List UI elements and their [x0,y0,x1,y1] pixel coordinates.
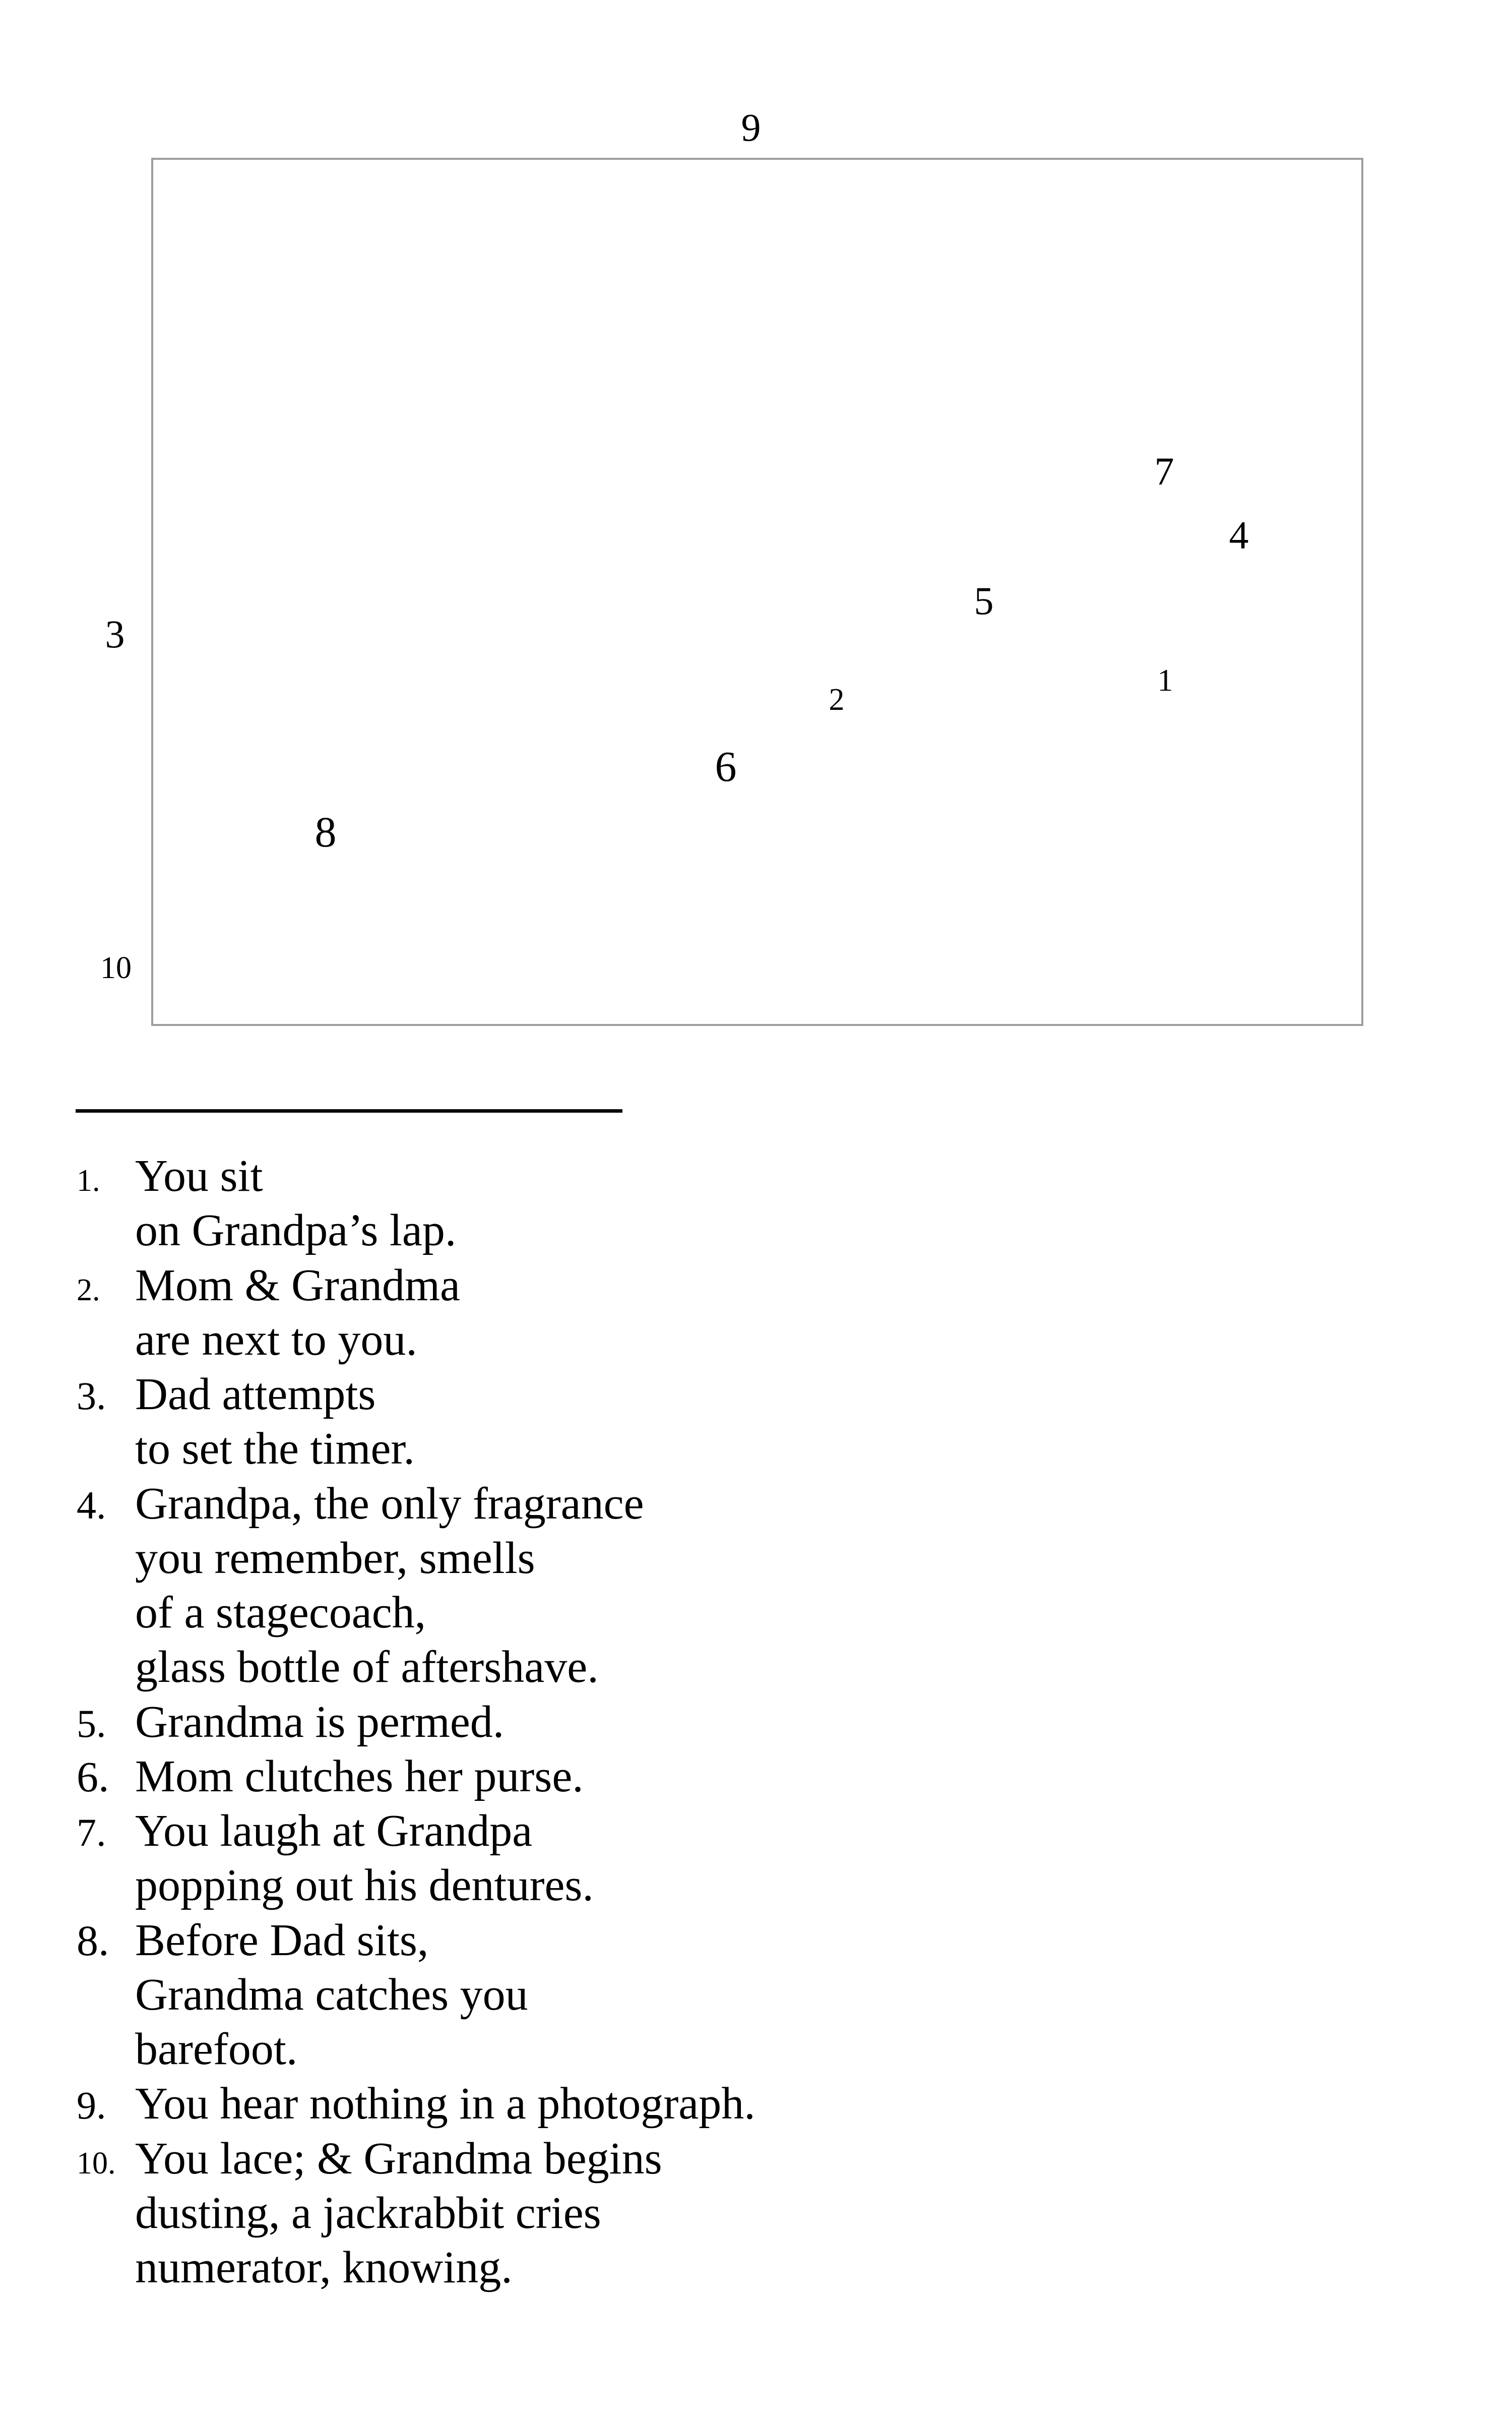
footnote-line [77,1533,535,1584]
footnote-line [77,2243,513,2293]
footnote-text: glass bottle of aftershave. [135,1642,599,1692]
footnote-line [77,1315,417,1365]
footnote-text: to set the timer. [135,1424,415,1474]
footnote-line [77,1369,375,1421]
photo-number-8: 8 [314,808,337,856]
footnote-line [77,1642,599,1692]
footnote-line [77,2079,755,2131]
photo-number-3: 3 [105,612,125,656]
footnote-line [77,2188,601,2238]
footnote-text: are next to you. [135,1315,417,1365]
footnote-text: barefoot. [135,2024,298,2074]
footnote-marker: 9. [77,2083,106,2127]
footnote-line [77,1970,528,2020]
footnote-text: Grandpa, the only fragrance [135,1479,644,1529]
footnote-line [77,2024,297,2075]
footnote-text: Dad attempts [135,1369,376,1419]
footnote-text: you remember, smells [135,1533,535,1583]
footnote-line [77,1424,415,1474]
footnote-text: You lace; & Grandma begins [135,2134,662,2184]
footnote-line [77,1479,644,1531]
photo-number-4: 4 [1229,513,1249,557]
footnote-line [77,1806,532,1858]
footnote-line [77,1697,504,1749]
footnote-text: Before Dad sits, [135,1915,429,1965]
footnote-marker: 3. [77,1374,106,1418]
footnote-marker: 1. [77,1164,100,1198]
photo-number-9: 9 [741,105,761,149]
footnote-line [77,1151,263,1206]
photo-number-6: 6 [715,742,737,791]
photo-number-10: 10 [100,951,132,985]
footnote-text: You laugh at Grandpa [135,1806,533,1856]
photo-number-1: 1 [1157,663,1173,698]
footnote-text: of a stagecoach, [135,1588,426,1638]
footnote-line [77,1588,426,1638]
footnote-text: dusting, a jackrabbit cries [135,2188,601,2238]
footnote-marker: 2. [77,1273,100,1307]
footnote-line [77,1260,460,1315]
footnote-line [77,1205,456,1256]
footnote-marker: 10. [77,2146,116,2181]
footnote-line [77,1915,428,1966]
footnote-text: Grandma catches you [135,1970,528,2020]
photo-number-7: 7 [1154,449,1174,493]
footnote-text: Mom clutches her purse. [135,1751,584,1801]
footnote-text: You sit [135,1151,263,1201]
footnote-text: on Grandpa’s lap. [135,1205,457,1255]
photo-number-2: 2 [829,683,845,717]
photo-number-5: 5 [974,579,994,623]
footnote-marker: 8. [77,1916,109,1965]
footnote-text: Grandma is permed. [135,1697,505,1747]
footnote-text: Mom & Grandma [135,1260,460,1310]
footnote-marker: 7. [77,1810,106,1854]
footnote-text: numerator, knowing. [135,2243,513,2292]
footnote-marker: 5. [77,1702,106,1745]
footnote-marker: 6. [77,1752,109,1801]
footnote-text: popping out his dentures. [135,1860,594,1910]
footnote-marker: 4. [77,1483,106,1527]
footnote-line [77,1751,584,1802]
footnote-text: You hear nothing in a photograph. [135,2079,755,2129]
footnote-line [77,1860,594,1911]
footnote-line [77,2134,662,2189]
